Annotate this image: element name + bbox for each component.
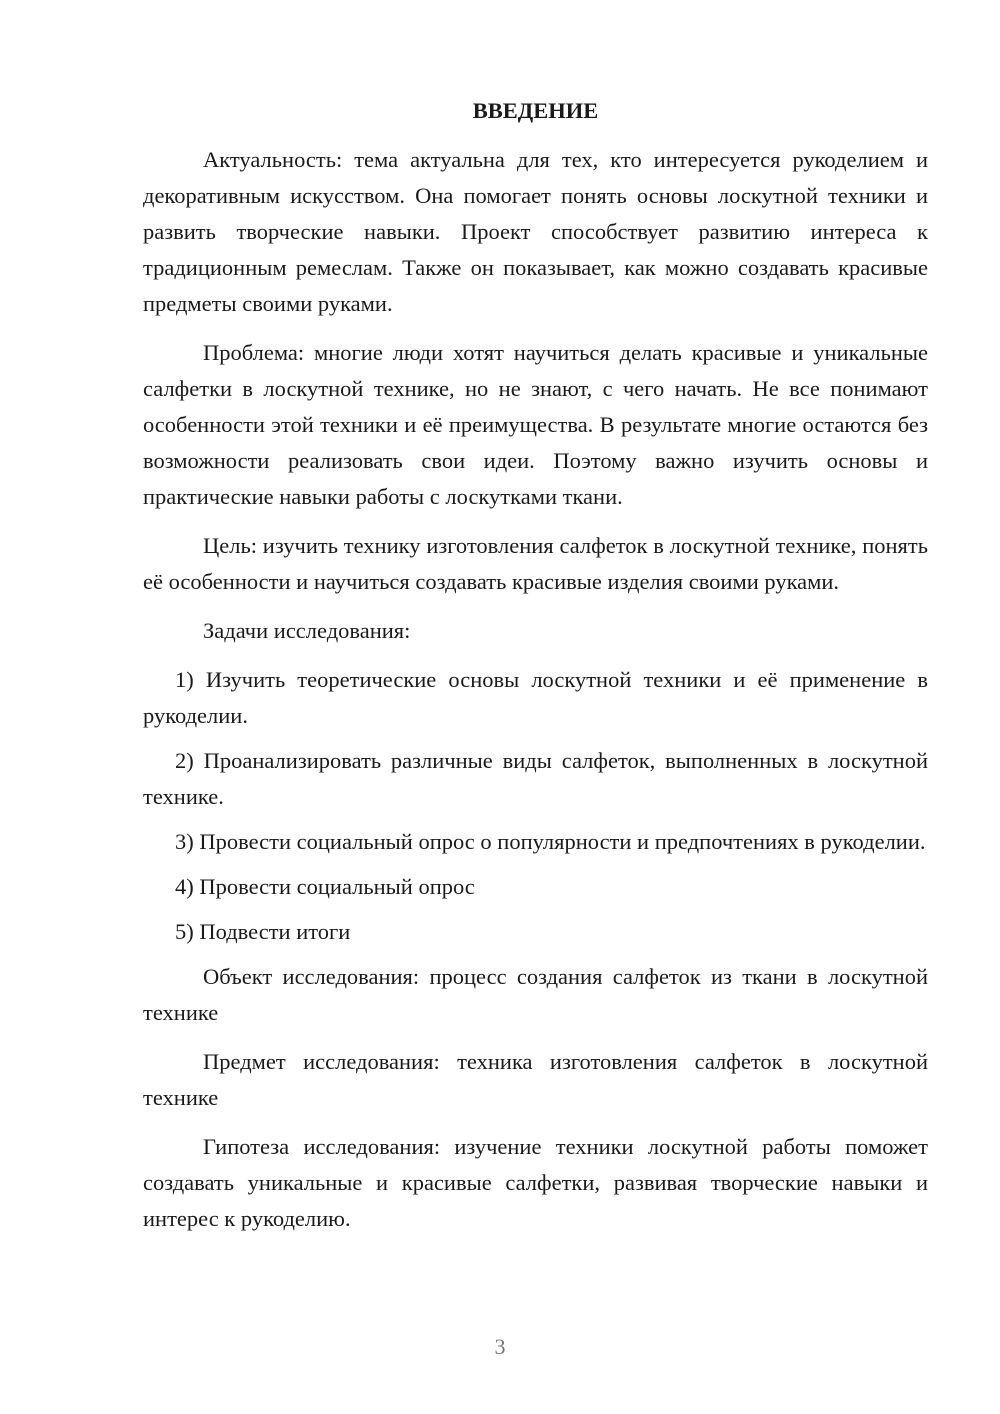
hypothesis-paragraph: Гипотеза исследования: изучение техники лоскутной работы поможет создавать уникальные и красивые салфетки, развивая творческие навыки и интерес к рукоделию.	[143, 1134, 928, 1231]
problem-paragraph: Проблема: многие люди хотят научиться делать красивые и уникальные салфетки в лоскутной технике, но не знают, с чего начать. Не все понимают особенности этой техники и её преимущества. В результате многие остаются без возможности реализовать свои идеи. Поэтому важно изучить основы и практические навыки работы с лоскутками ткани.	[143, 340, 928, 509]
task-item: 3) Провести социальный опрос о популярности и предпочтениях в рукоделии.	[175, 829, 926, 854]
research-subject-paragraph: Предмет исследования: техника изготовления салфеток в лоскутной технике	[143, 1049, 928, 1110]
relevance-paragraph: Актуальность: тема актуальна для тех, кто интересуется рукоделием и декоративным искусством. Она помогает понять основы лоскутной техники и развить творческие навыки. Проект способствует развитию интереса к традиционным ремеслам. Также он показывает, как можно создавать красивые предметы своими руками.	[143, 147, 928, 316]
goal-paragraph: Цель: изучить технику изготовления салфеток в лоскутной технике, понять её особенности и научиться создавать красивые изделия своими руками.	[143, 533, 928, 594]
task-item: 1) Изучить теоретические основы лоскутной техники и её применение в рукоделии.	[143, 667, 928, 728]
task-item: 2) Проанализировать различные виды салфеток, выполненных в лоскутной технике.	[143, 748, 928, 809]
task-item: 4) Провести социальный опрос	[175, 874, 475, 899]
page-content	[143, 93, 928, 1250]
page-number: 3	[494, 1334, 506, 1359]
task-item: 5) Подвести итоги	[175, 919, 351, 944]
tasks-title: Задачи исследования:	[203, 618, 411, 643]
research-object-paragraph: Объект исследования: процесс создания салфеток из ткани в лоскутной технике	[143, 964, 928, 1025]
section-heading: ВВЕДЕНИЕ	[472, 98, 599, 123]
